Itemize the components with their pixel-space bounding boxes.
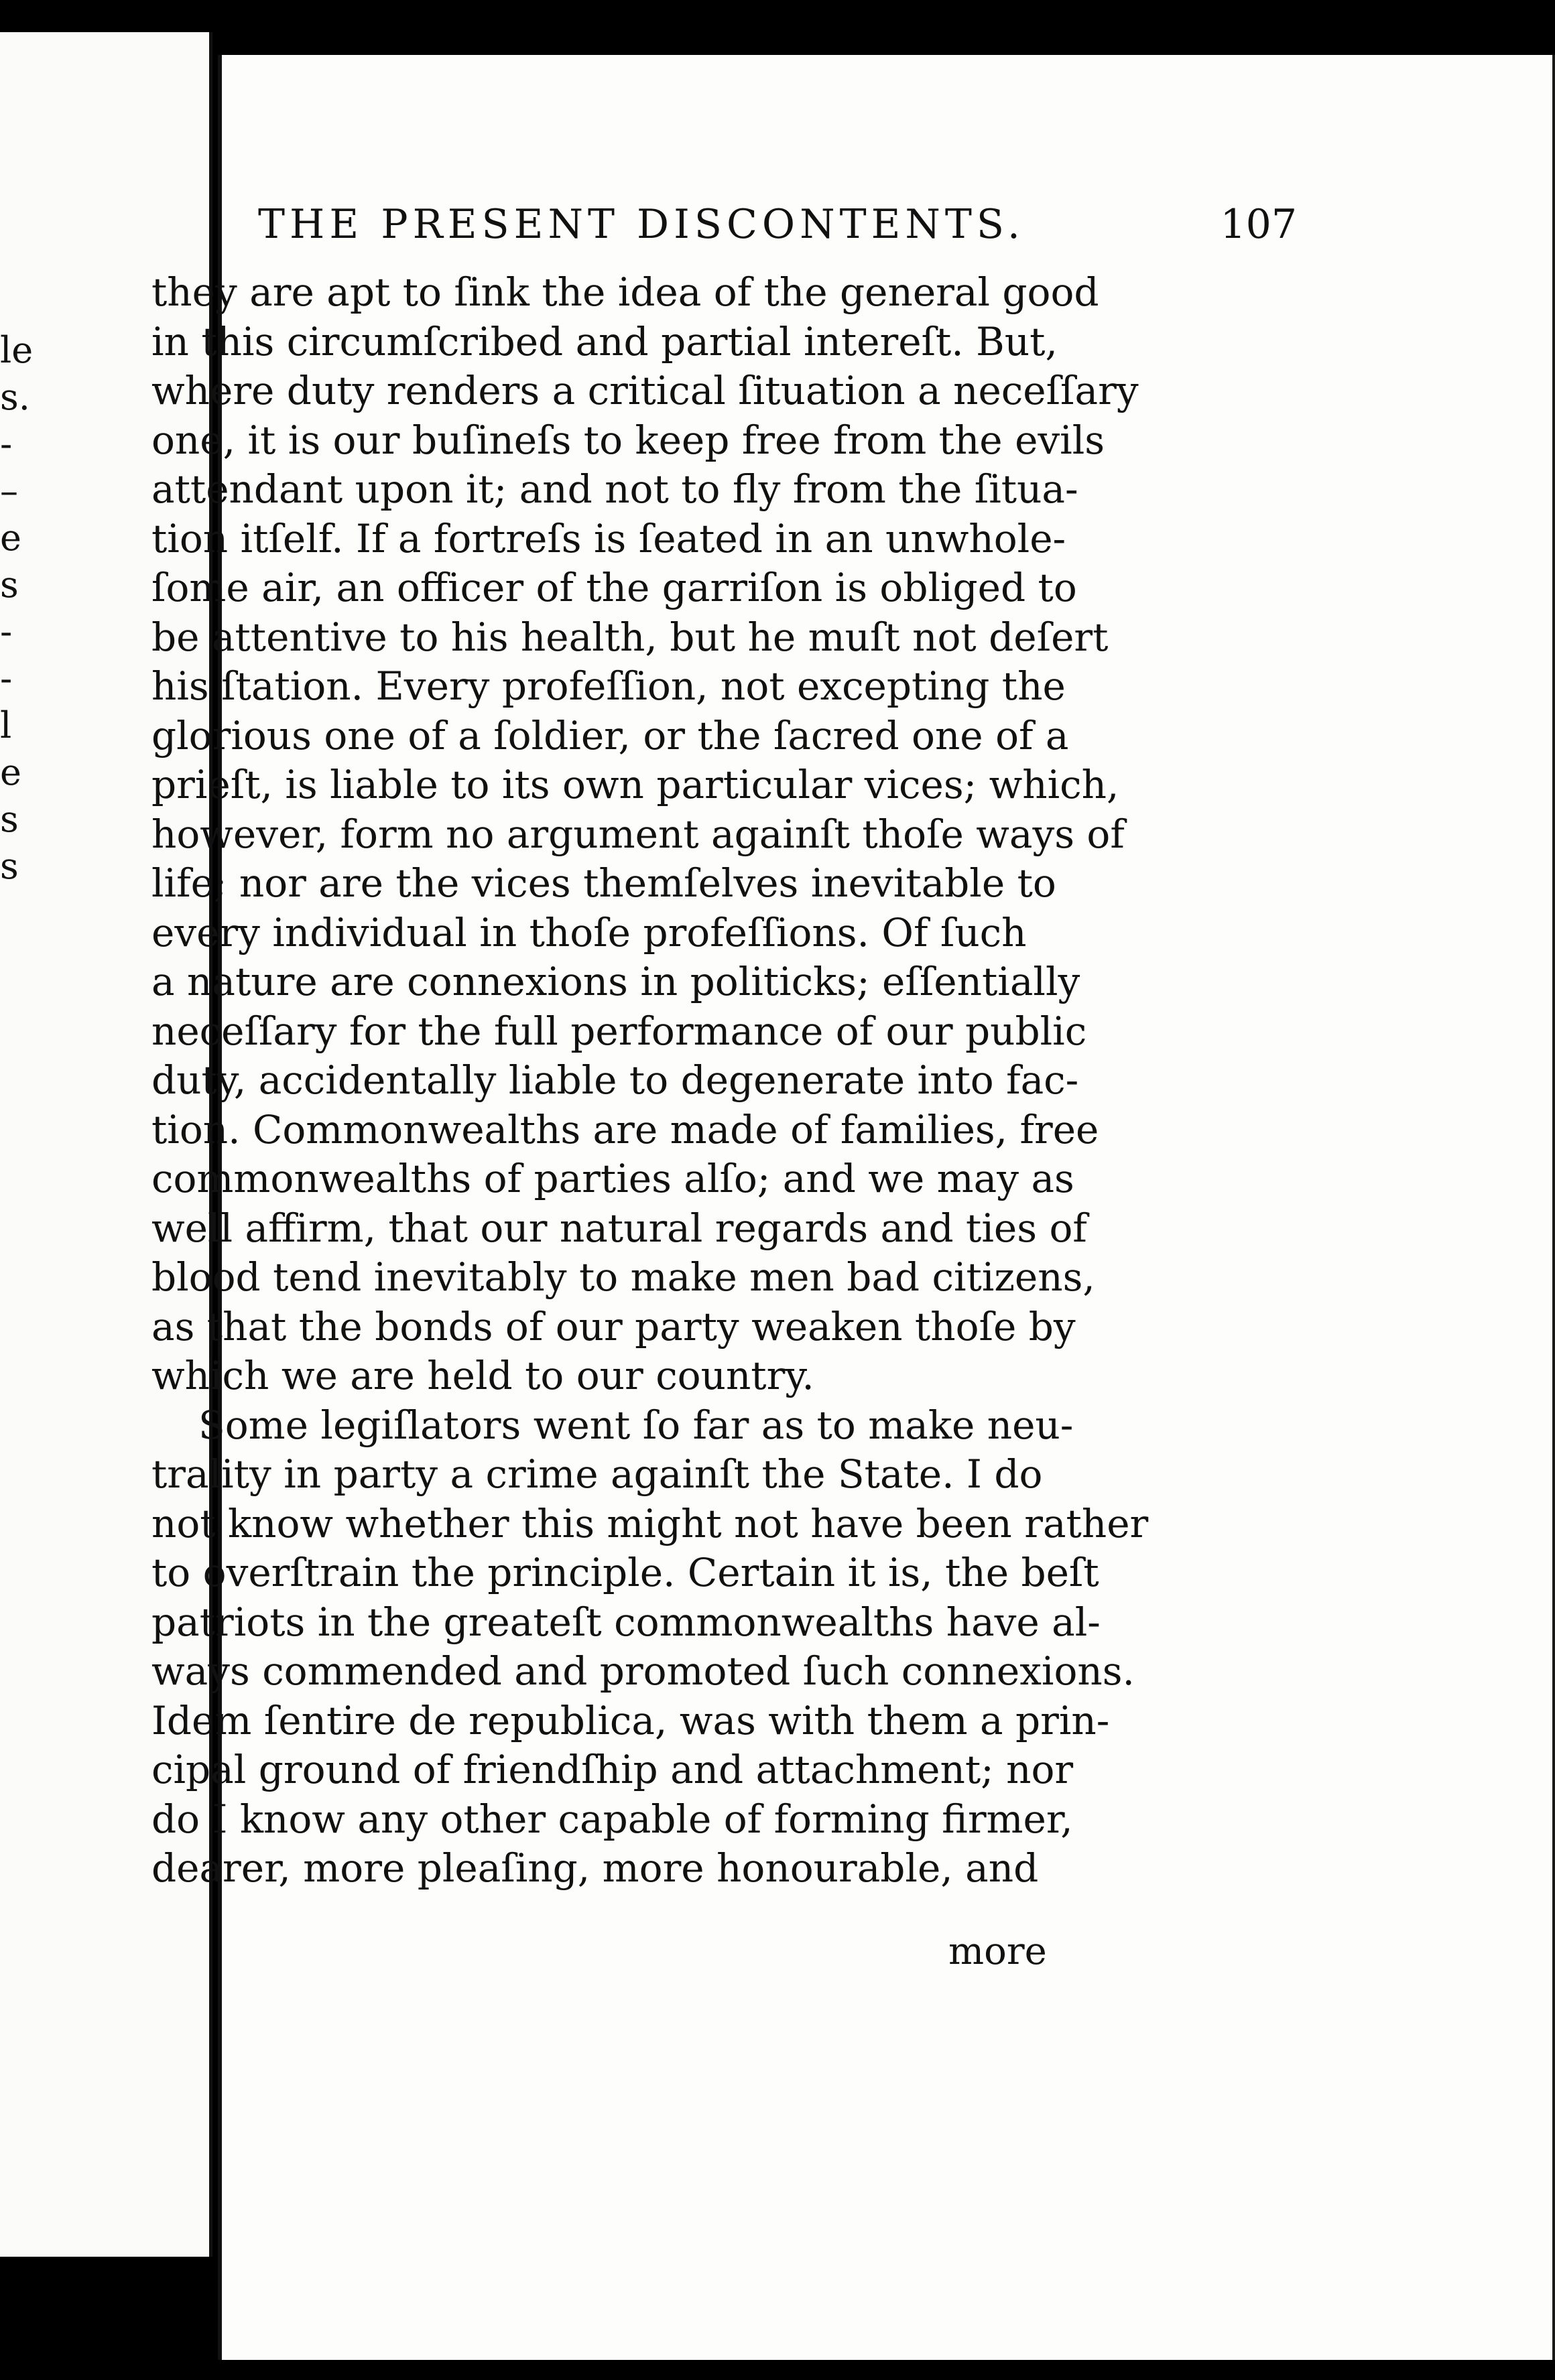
- edge-fragment: –: [0, 470, 18, 512]
- text-line: tion. Commonwealths are made of families, free: [151, 1106, 1099, 1152]
- catchword: more: [948, 1930, 1047, 1973]
- paragraph-start-line: Some legiſlators went ſo far as to make neu-: [198, 1402, 1074, 1448]
- edge-fragment: -: [0, 610, 13, 653]
- text-line: attendant upon it; and not to fly from the ſitua-: [151, 466, 1078, 512]
- text-line: to overſtrain the principle. Certain it is, the beſt: [151, 1550, 1099, 1595]
- text-line: well affirm, that our natural regards and ties of: [151, 1205, 1087, 1251]
- edge-fragment: -: [0, 423, 13, 465]
- text-line: in this circumſcribed and partial intereſt. But,: [151, 318, 1058, 365]
- edge-fragment: -: [0, 657, 13, 700]
- running-head: [258, 201, 1297, 255]
- text-line: patriots in the greateſt commonwealths have al-: [151, 1599, 1101, 1645]
- left-page-edge-text: [0, 327, 34, 890]
- text-line: ſome air, an officer of the garriſon is obliged to: [151, 565, 1077, 610]
- text-line: however, form no argument againſt thoſe ways of: [151, 811, 1125, 857]
- text-line: ways commended and promoted ſuch connexions.: [151, 1648, 1135, 1694]
- edge-fragment: s: [0, 845, 19, 887]
- text-line: where duty renders a critical ſituation a neceſſary: [151, 368, 1139, 413]
- text-line: as that the bonds of our party weaken thoſe by: [151, 1303, 1076, 1349]
- text-line: his ſtation. Every profeſſion, not excepting the: [151, 663, 1066, 709]
- text-line: be attentive to his health, but he muſt not deſert: [151, 614, 1109, 660]
- edge-fragment: e: [0, 751, 21, 793]
- edge-fragment: s.: [0, 376, 30, 418]
- text-line: cipal ground of friendſhip and attachment; nor: [151, 1747, 1074, 1792]
- text-line: every individual in thoſe profeſſions. Of ſuch: [151, 909, 1027, 955]
- text-line: glorious one of a ſoldier, or the ſacred one of a: [151, 712, 1069, 758]
- text-line: duty, accidentally liable to degenerate into fac-: [151, 1057, 1079, 1103]
- text-line: blood tend inevitably to make men bad citizens,: [151, 1254, 1095, 1300]
- text-line: tion itſelf. If a fortreſs is ſeated in an unwhole-: [151, 515, 1066, 561]
- text-line: which we are held to our country.: [151, 1353, 814, 1398]
- running-title: THE PRESENT DISCONTENTS.: [258, 201, 1025, 248]
- text-line: dearer, more pleaſing, more honourable, and: [151, 1845, 1039, 1891]
- text-line: Idem ſentire de republica, was with them a prin-: [151, 1697, 1110, 1743]
- text-line: neceſſary for the full performance of our public: [151, 1008, 1087, 1054]
- edge-fragment: e: [0, 517, 21, 559]
- edge-fragment: s: [0, 564, 19, 606]
- body-text: [151, 268, 1184, 1894]
- text-line: one, it is our buſineſs to keep free from the evils: [151, 417, 1105, 463]
- text-line: a nature are connexions in politicks; eſſentially: [151, 959, 1080, 1004]
- text-line: commonwealths of parties alſo; and we may as: [151, 1156, 1074, 1201]
- text-line: not know whether this might not have been rather: [151, 1500, 1149, 1546]
- text-line: they are apt to ſink the idea of the general good: [151, 269, 1099, 315]
- edge-fragment: s: [0, 798, 19, 840]
- text-line: prieſt, is liable to its own particular vices; which,: [151, 762, 1119, 807]
- text-line: life; nor are the vices themſelves inevitable to: [151, 860, 1056, 906]
- edge-fragment: l: [0, 704, 12, 746]
- text-line: trality in party a crime againſt the State. I do: [151, 1451, 1043, 1497]
- page-number: 107: [1220, 201, 1297, 248]
- text-line: do I know any other capable of forming firmer,: [151, 1796, 1073, 1842]
- edge-fragment: le: [0, 329, 34, 371]
